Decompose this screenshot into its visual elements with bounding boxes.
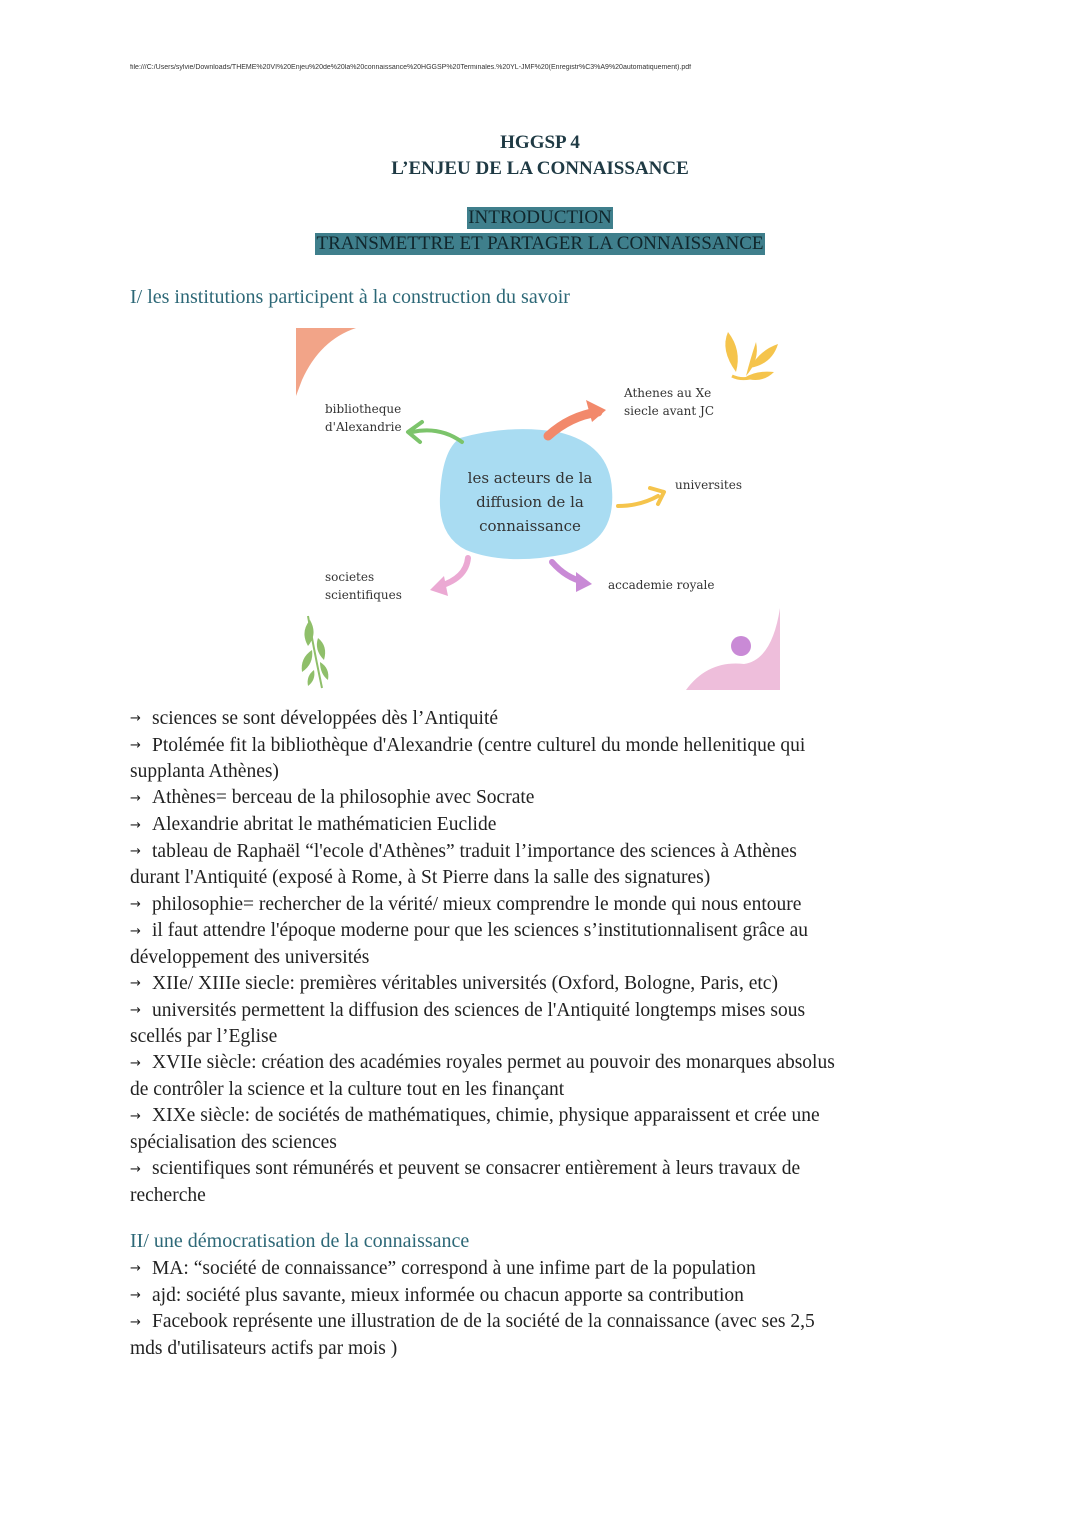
- node-universites: universites: [675, 478, 742, 492]
- arrow-to-universites: [618, 488, 664, 506]
- arrow-right-icon: →: [130, 844, 141, 860]
- arrow-right-icon: →: [130, 790, 141, 806]
- node-societes-line-1: societes: [325, 570, 375, 584]
- arrow-right-icon: →: [130, 1314, 141, 1330]
- node-societes: [325, 568, 402, 604]
- bullet-line: → Ptolémée fit la bibliothèque d'Alexandrie (centre culturel du monde hellenitique qui: [130, 733, 960, 760]
- arrow-to-bibliotheque: [408, 422, 462, 442]
- decor-green-plant: [302, 616, 329, 688]
- arrow-right-icon: →: [130, 1055, 141, 1071]
- decor-yellow-leaves: [725, 332, 778, 380]
- arrow-right-icon: →: [130, 896, 141, 912]
- decor-corner-orange: [296, 328, 356, 396]
- arrow-right-icon: →: [130, 1288, 141, 1304]
- bullet-continuation: spécialisation des sciences: [130, 1131, 337, 1153]
- bullet-line: → Athènes= berceau de la philosophie avec Socrate: [130, 785, 960, 812]
- node-athenes: [624, 384, 714, 420]
- bullet-continuation: durant l'Antiquité (exposé à Rome, à St Pierre dans la salle des signatures): [130, 867, 711, 889]
- arrow-right-icon: →: [130, 976, 141, 992]
- arrow-right-icon: →: [130, 738, 141, 754]
- center-line-1: les acteurs de la: [467, 469, 593, 487]
- bullet-line: → scientifiques sont rémunérés et peuvent se consacrer entièrement à leurs travaux de: [130, 1156, 960, 1183]
- bullet-line: → XIIe/ XIIIe siecle: premières véritables universités (Oxford, Bologne, Paris, etc): [130, 971, 960, 998]
- decor-pink-corner: [686, 608, 780, 690]
- title-line-1: HGGSP 4: [500, 132, 580, 153]
- mind-map-diagram: [280, 320, 800, 700]
- arrow-right-icon: →: [130, 1108, 141, 1124]
- arrow-to-athenes: [548, 400, 606, 436]
- bullet-line: → philosophie= rechercher de la vérité/ mieux comprendre le monde qui nous entoure: [130, 892, 960, 919]
- section-2-bullets: [130, 1256, 960, 1362]
- bullet-continuation: mds d'utilisateurs actifs par mois ): [130, 1337, 398, 1359]
- bullet-continuation: supplanta Athènes): [130, 761, 279, 783]
- bullet-line: → il faut attendre l'époque moderne pour que les sciences s’institutionnalisent grâce au: [130, 918, 960, 945]
- arrow-right-icon: →: [130, 923, 141, 939]
- bullet-line: → ajd: société plus savante, mieux informée ou chacun apporte sa contribution: [130, 1283, 960, 1310]
- section-1-bullets: [130, 706, 960, 1209]
- center-line-2: diffusion de la: [476, 493, 584, 511]
- bullet-continuation: recherche: [130, 1184, 206, 1206]
- bullet-line: → MA: “société de connaissance” correspond à une infime part de la population: [130, 1256, 960, 1283]
- introduction-heading: [0, 207, 1080, 259]
- node-bibliotheque-line-2: d'Alexandrie: [325, 420, 402, 434]
- bullet-line: → universités permettent la diffusion des sciences de l'Antiquité longtemps mises sous: [130, 998, 960, 1025]
- section-2-heading: II/ une démocratisation de la connaissance: [130, 1230, 470, 1252]
- diagram-center-label: [440, 466, 620, 538]
- node-bibliotheque: [325, 400, 402, 436]
- bullet-line: → XVIIe siècle: création des académies royales permet au pouvoir des monarques absolus: [130, 1050, 960, 1077]
- bullet-line: → XIXe siècle: de sociétés de mathématiques, chimie, physique apparaissent et crée une: [130, 1103, 960, 1130]
- bullet-continuation: scellés par l’Eglise: [130, 1026, 278, 1048]
- bullet-line: → sciences se sont développées dès l’Antiquité: [130, 706, 960, 733]
- intro-line-2: TRANSMETTRE ET PARTAGER LA CONNAISSANCE: [316, 233, 764, 254]
- arrow-to-societes: [430, 558, 468, 596]
- arrow-right-icon: →: [130, 1003, 141, 1019]
- arrow-right-icon: →: [130, 817, 141, 833]
- title-line-2: L’ENJEU DE LA CONNAISSANCE: [391, 158, 689, 179]
- node-societes-line-2: scientifiques: [325, 588, 402, 602]
- bullet-line: → Facebook représente une illustration de de la société de la connaissance (avec ses 2,5: [130, 1309, 960, 1336]
- bullet-continuation: développement des universités: [130, 946, 370, 968]
- arrow-right-icon: →: [130, 1261, 141, 1277]
- node-bibliotheque-line-1: bibliotheque: [325, 402, 402, 416]
- bullet-line: → Alexandrie abritat le mathématicien Euclide: [130, 812, 960, 839]
- node-athenes-line-1: Athenes au Xe: [624, 386, 712, 400]
- arrow-right-icon: →: [130, 1161, 141, 1177]
- section-1-heading: I/ les institutions participent à la construction du savoir: [130, 286, 570, 308]
- file-path: file:///C:/Users/sylvie/Downloads/THEME%20VI%20Enjeu%20de%20la%20connaissance%20HGGSP%20Terminales.%20YL-JMF%20(Enregistr%C3%A9%20automatiquement).pdf: [130, 64, 692, 71]
- bullet-continuation: de contrôler la science et la culture tout en les finançant: [130, 1079, 565, 1101]
- node-academie: accademie royale: [608, 578, 715, 592]
- center-line-3: connaissance: [479, 517, 581, 535]
- document-title: [0, 130, 1080, 182]
- node-athenes-line-2: siecle avant JC: [624, 404, 715, 418]
- arrow-right-icon: →: [130, 711, 141, 727]
- arrow-to-academie: [552, 562, 592, 592]
- bullet-line: → tableau de Raphaël “l'ecole d'Athènes” traduit l’importance des sciences à Athènes: [130, 839, 960, 866]
- intro-line-1: INTRODUCTION: [468, 207, 612, 228]
